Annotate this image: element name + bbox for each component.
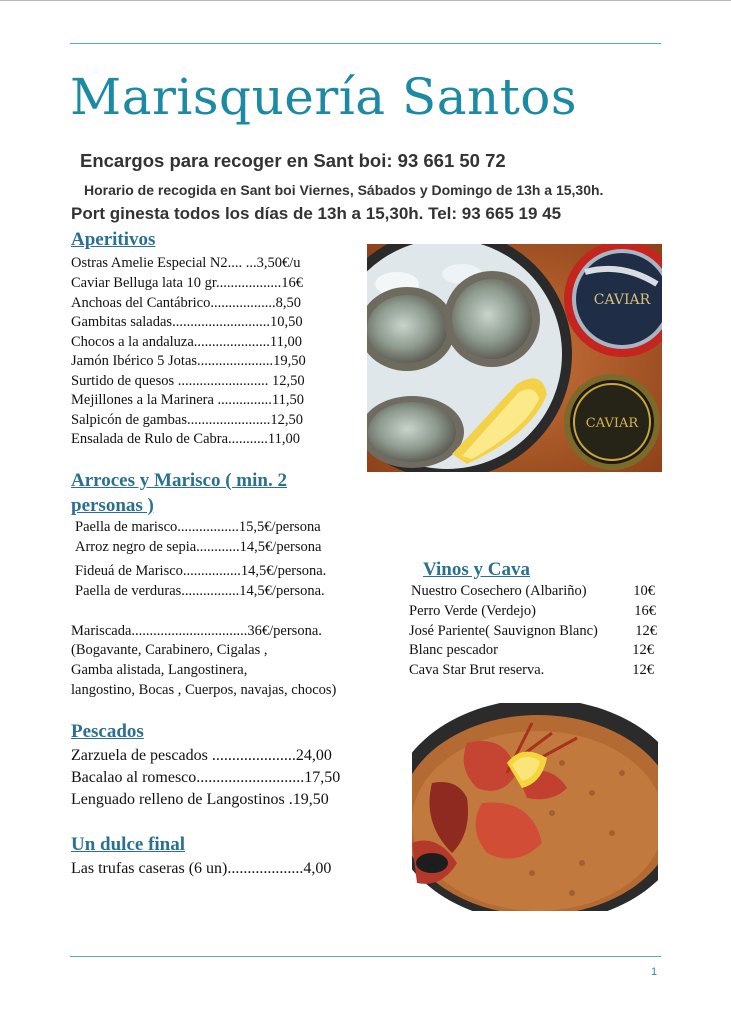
menu-item: Bacalao al romesco...........................17,50 — [71, 769, 341, 786]
wine-price: 12€ — [632, 642, 654, 658]
section-arroces-heading-2: personas ) — [71, 495, 154, 516]
mariscada-item: Mariscada................................36€/persona. — [71, 623, 322, 639]
wine-name: José Pariente( Sauvignon Blanc) — [409, 623, 598, 639]
menu-item: Las trufas caseras (6 un)...................4,00 — [71, 860, 332, 877]
wine-price: 12€ — [635, 623, 657, 639]
wine-price: 10€ — [633, 583, 655, 599]
pickup-hours-line: Horario de recogida en Sant boi Viernes, Sábados y Domingo de 13h a 15,30h. — [84, 182, 604, 198]
page-number: 1 — [651, 966, 658, 978]
oysters-caviar-illustration — [367, 244, 662, 472]
menu-item: Zarzuela de pescados .....................24,00 — [71, 747, 332, 764]
wine-name: Cava Star Brut reserva. — [409, 662, 545, 678]
menu-item: Anchoas del Cantábrico..................8,50 — [71, 295, 301, 311]
menu-item: Salpicón de gambas.......................12,50 — [71, 412, 303, 428]
caviar-tin-label: CAVIAR — [593, 292, 651, 308]
mariscada-detail: Gamba alistada, Langostinera, — [71, 662, 248, 678]
menu-item: Jamón Ibérico 5 Jotas.....................19,50 — [71, 353, 306, 369]
restaurant-title: Marisquería Santos — [70, 68, 578, 126]
wine-price: 12€ — [632, 662, 654, 678]
top-divider — [70, 43, 661, 44]
menu-item: Lenguado relleno de Langostinos .19,50 — [71, 791, 329, 808]
menu-item: Paella de marisco.................15,5€/persona — [75, 519, 321, 535]
menu-item: Surtido de quesos ......................... 12,50 — [71, 373, 305, 389]
section-vinos: Vinos y Cava — [423, 559, 530, 580]
menu-item: Caviar Belluga lata 10 gr..................16€ — [71, 275, 303, 291]
menu-item: Gambitas saladas...........................10,50 — [71, 314, 303, 330]
port-ginesta-line: Port ginesta todos los días de 13h a 15,30h. Tel: 93 665 19 45 — [71, 204, 562, 223]
menu-item: Ensalada de Rulo de Cabra...........11,00 — [71, 431, 300, 447]
wine-name: Perro Verde (Verdejo) — [409, 603, 536, 619]
menu-item: Chocos a la andaluza.....................11,00 — [71, 334, 303, 350]
top-border — [0, 0, 731, 1]
menu-item: Paella de verduras................14,5€/persona. — [75, 583, 325, 599]
wine-name: Nuestro Cosechero (Albariño) — [411, 583, 587, 599]
mariscada-detail: (Bogavante, Carabinero, Cigalas , — [71, 642, 268, 658]
caviar-tin-label-small: CAVIAR — [585, 416, 639, 431]
section-aperitivos: Aperitivos — [71, 229, 156, 250]
paella-photo — [412, 703, 658, 911]
menu-item: Arroz negro de sepia............14,5€/persona — [75, 539, 322, 555]
section-arroces-heading-1: Arroces y Marisco ( min. 2 — [71, 470, 287, 491]
menu-item: Fideuá de Marisco................14,5€/persona. — [75, 563, 327, 579]
mariscada-detail: langostino, Bocas , Cuerpos, navajas, chocos) — [71, 682, 337, 698]
oysters-caviar-photo — [367, 244, 662, 472]
wine-name: Blanc pescador — [409, 642, 498, 658]
menu-item: Ostras Amelie Especial N2.... ...3,50€/u — [71, 255, 301, 271]
wine-price: 16€ — [634, 603, 656, 619]
menu-item: Mejillones a la Marinera ...............11,50 — [71, 392, 305, 408]
bottom-divider — [70, 956, 661, 957]
paella-illustration — [412, 703, 658, 911]
section-dulce: Un dulce final — [71, 834, 186, 855]
pickup-phone-line: Encargos para recoger en Sant boi: 93 661 50 72 — [80, 150, 506, 171]
section-pescados: Pescados — [71, 721, 144, 742]
